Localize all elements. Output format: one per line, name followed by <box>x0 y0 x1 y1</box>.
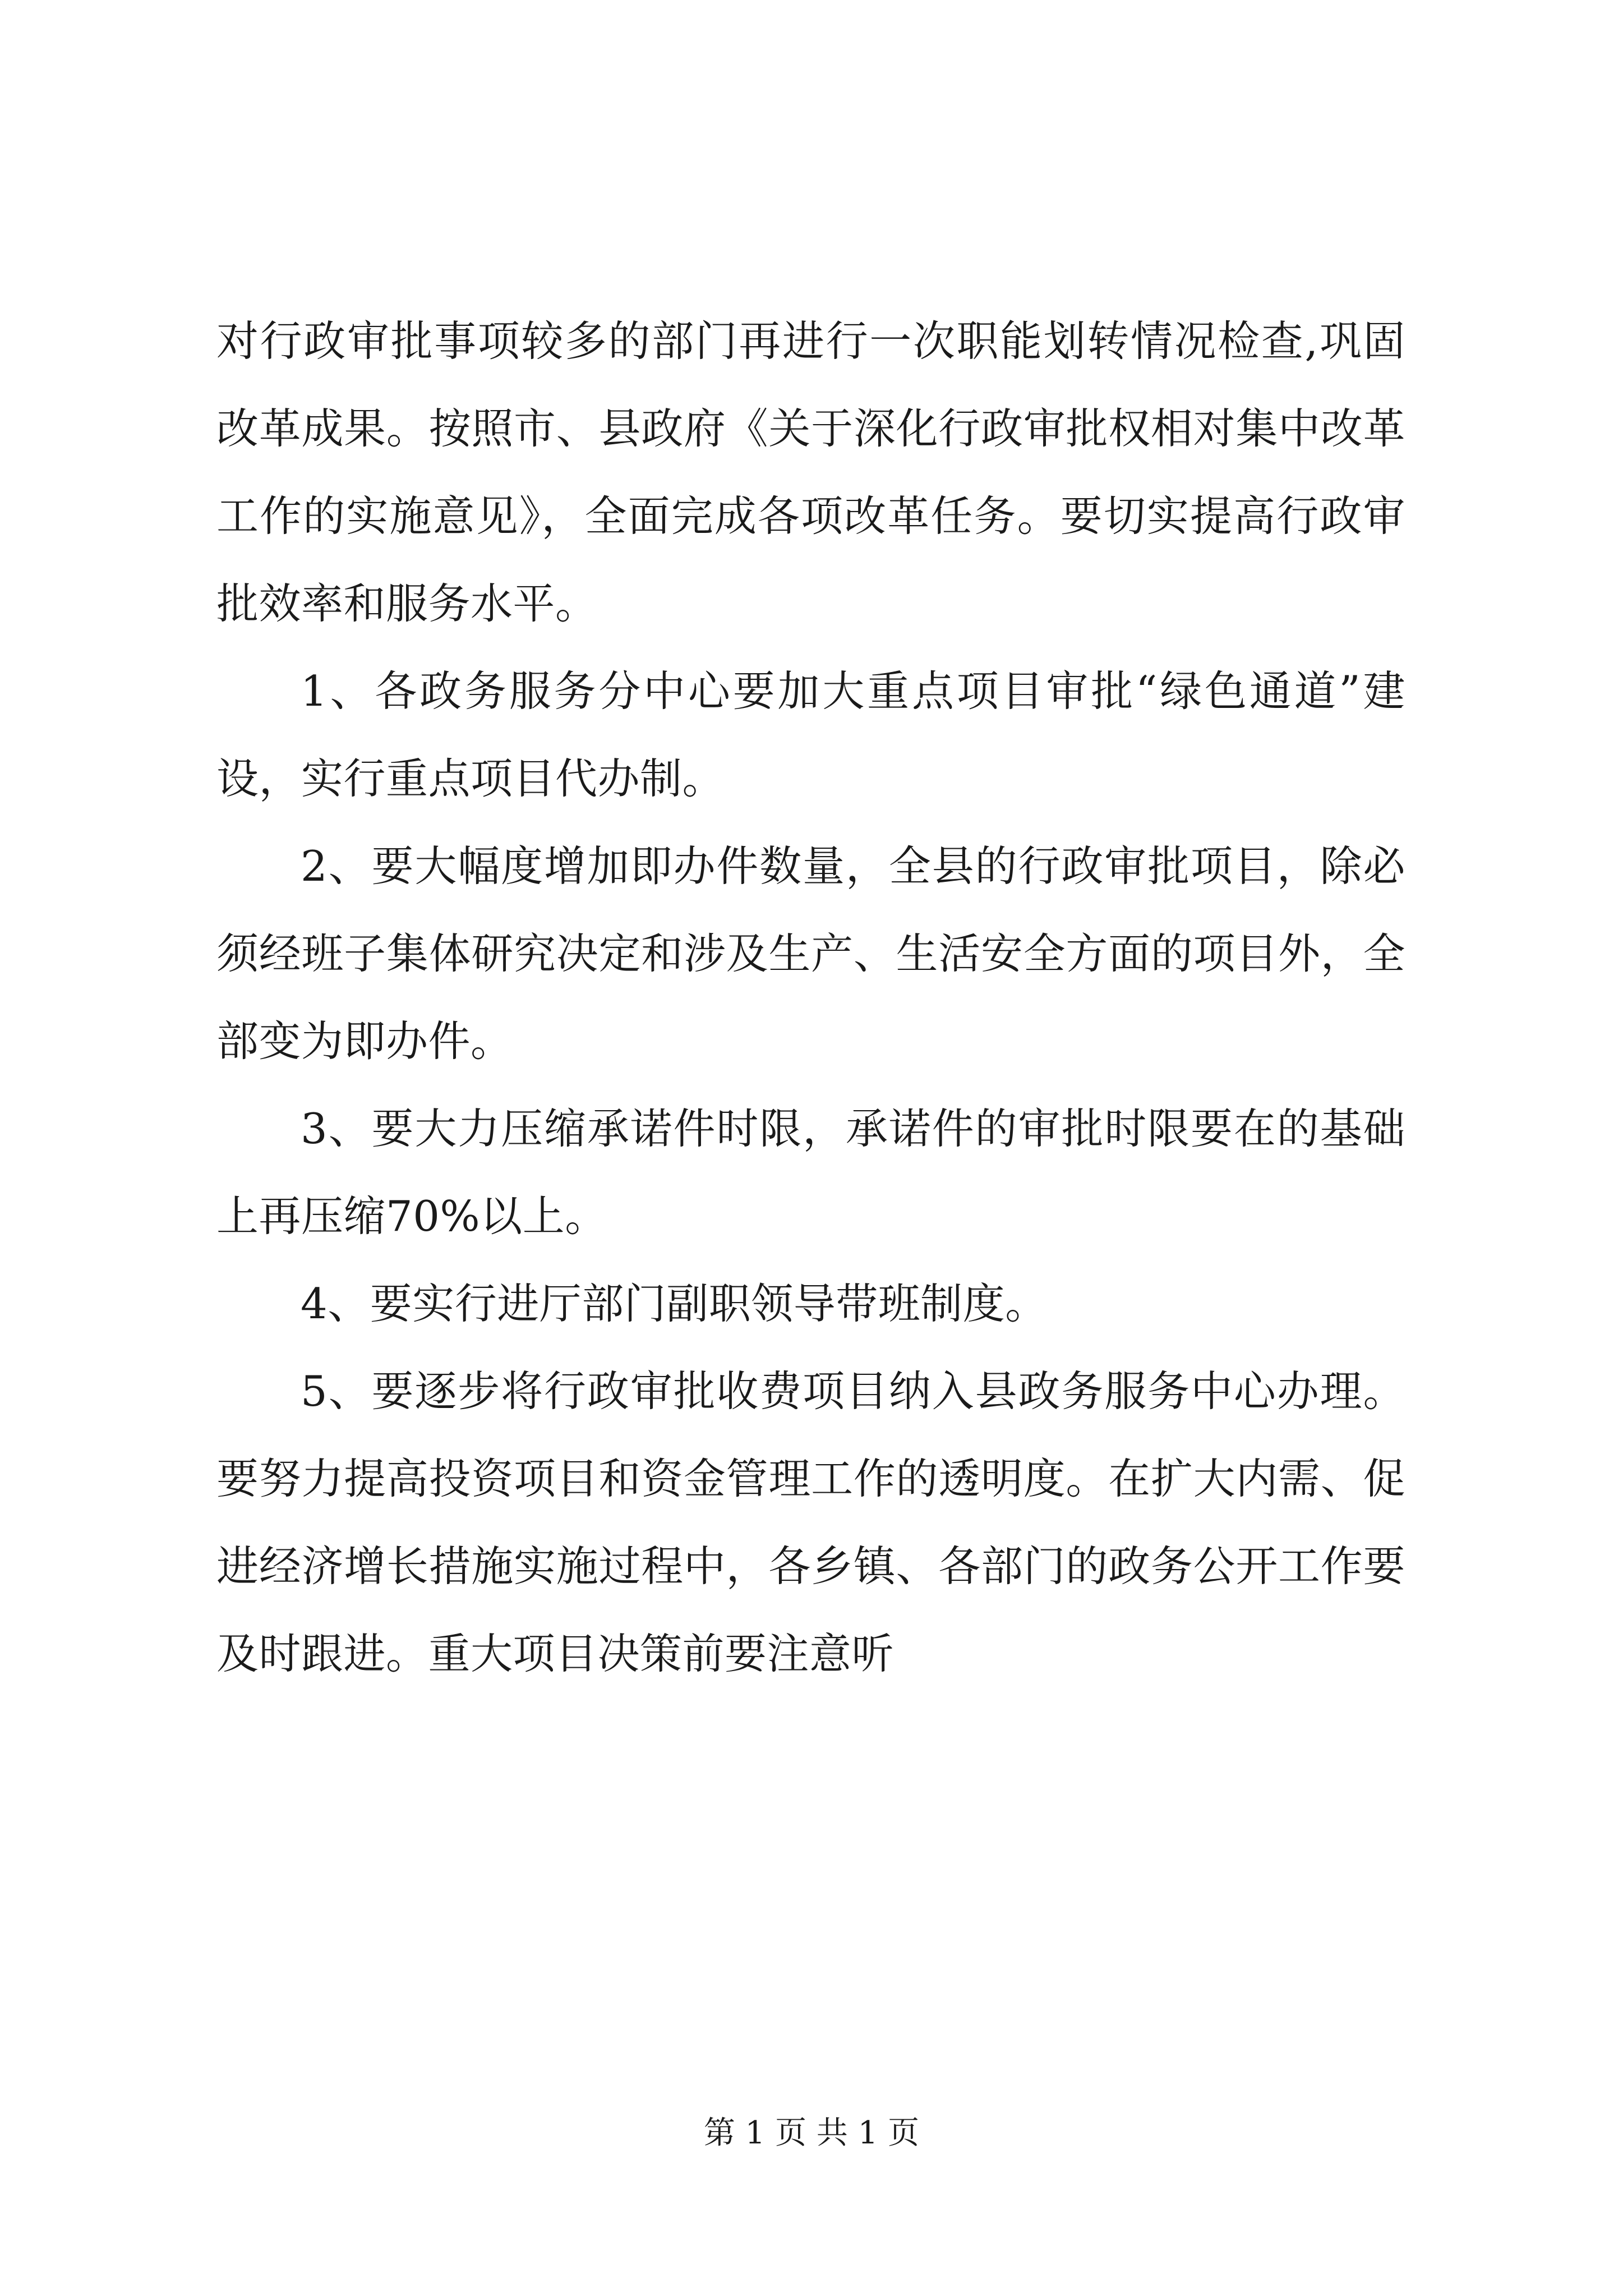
paragraph-item-5: 5、要逐步将行政审批收费项目纳入县政务服务中心办理。要努力提高投资项目和资金管理工作的透明度。在扩大内需、促进经济增长措施实施过程中，各乡镇、各部门的政务公开工作要及时跟进。重大项目决策前要注意听 <box>216 1366 1405 1678</box>
paragraph-item-1: 1、各政务服务分中心要加大重点项目审批“绿色通道”建设，实行重点项目代办制。 <box>216 666 1405 803</box>
paragraph-item-2: 2、要大幅度增加即办件数量，全县的行政审批项目，除必须经班子集体研究决定和涉及生产、生活安全方面的项目外，全部变为即办件。 <box>216 841 1405 1066</box>
document-body <box>216 297 1405 1697</box>
paragraph-item-3: 3、要大力压缩承诺件时限，承诺件的审批时限要在的基础上再压缩70%以上。 <box>216 1104 1405 1241</box>
paragraph-item-4: 4、要实行进厅部门副职领导带班制度。 <box>301 1279 1048 1328</box>
page-footer: 第 1 页 共 1 页 <box>703 2115 920 2151</box>
paragraph-intro: 对行政审批事项较多的部门再进行一次职能划转情况检查,巩固改革成果。按照市、县政府《关于深化行政审批权相对集中改革工作的实施意见》，全面完成各项改革任务。要切实提高行政审批效率和服务水平。 <box>216 316 1405 628</box>
